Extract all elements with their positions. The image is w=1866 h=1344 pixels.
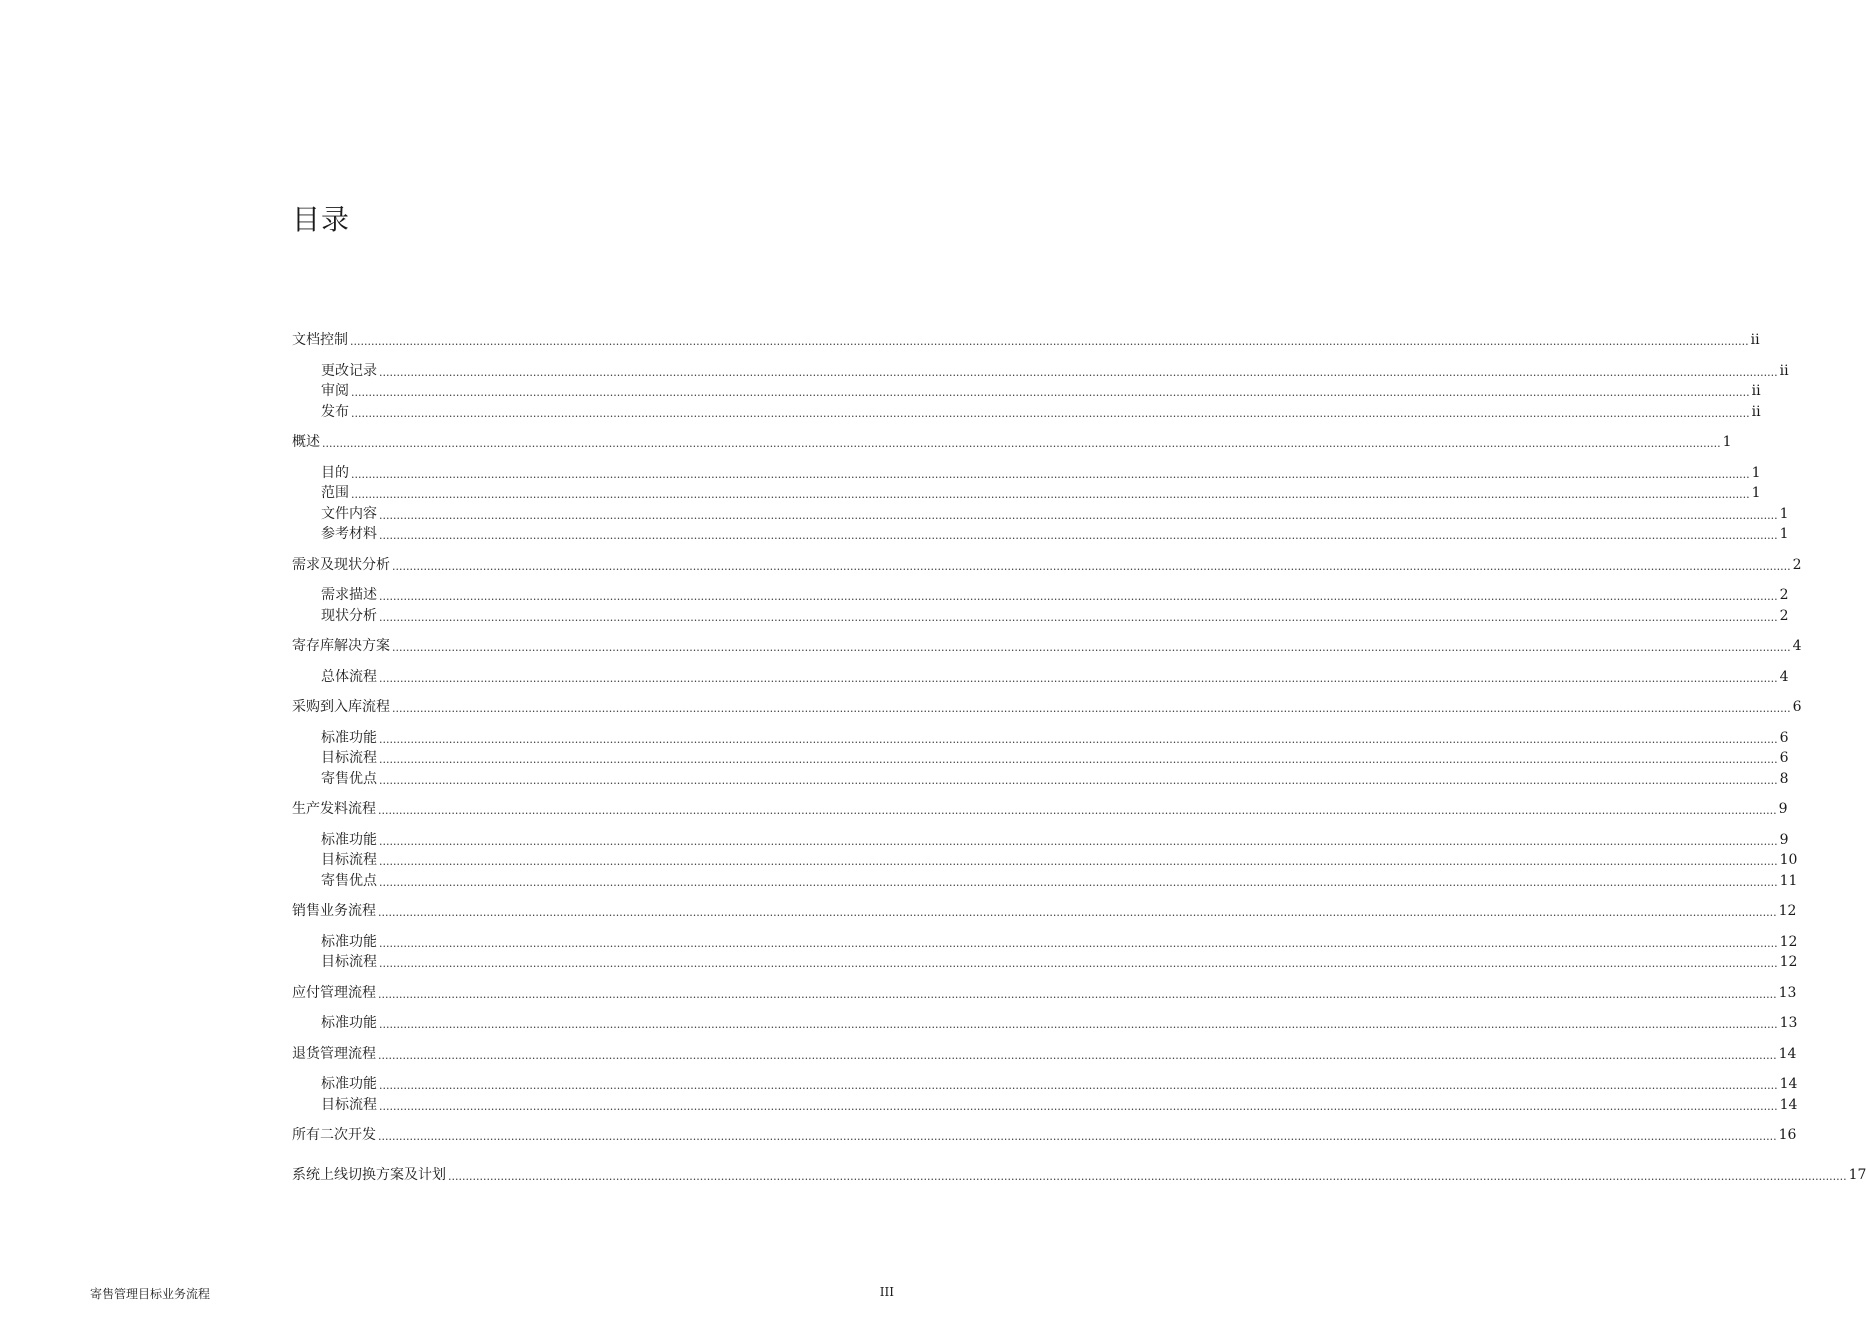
- toc-subentry[interactable]: [292, 1074, 1798, 1094]
- toc-entry-page-number: ii: [1751, 383, 1761, 399]
- toc-entry-label: 目标流程: [321, 1096, 377, 1113]
- toc-dot-leader: ................................................................................................................................................................................................................................................................................................................................................................................................................: [379, 936, 1778, 950]
- toc-subentry[interactable]: [292, 769, 1789, 789]
- toc-dot-leader: ................................................................................................................................................................................................................................................................................................................................................................................................................: [379, 1079, 1778, 1092]
- toc-entry-label: 退货管理流程: [292, 1045, 376, 1062]
- toc-subentry[interactable]: [292, 850, 1798, 870]
- toc-dot-leader: ................................................................................................................................................................................................................................................................................................................................................................................................................: [379, 875, 1778, 889]
- toc-subentry[interactable]: [292, 524, 1789, 544]
- toc-entry-page-number: 6: [1792, 699, 1802, 715]
- toc-entry-label: 系统上线切换方案及计划: [292, 1166, 446, 1183]
- toc-entry-page-number: 1: [1751, 485, 1761, 501]
- toc-entry[interactable]: [292, 799, 1788, 819]
- toc-entry-label: 生产发料流程: [292, 801, 376, 817]
- toc-dot-leader: ................................................................................................................................................................................................................................................................................................................................................................................................................: [379, 508, 1778, 522]
- toc-entry-label: 采购到入库流程: [292, 699, 390, 715]
- toc-entry[interactable]: [292, 432, 1732, 452]
- toc-entry-page-number: 12: [1778, 903, 1797, 919]
- toc-entry[interactable]: [292, 901, 1797, 921]
- toc-subentry[interactable]: [292, 1095, 1798, 1115]
- toc-entry-label: 概述: [292, 434, 320, 450]
- toc-entry-page-number: ii: [1750, 332, 1760, 348]
- toc-entry-page-number: 13: [1779, 1015, 1798, 1031]
- toc-dot-leader: ................................................................................................................................................................................................................................................................................................................................................................................................................: [448, 1169, 1847, 1183]
- toc-subentry[interactable]: [292, 871, 1798, 891]
- toc-entry[interactable]: [292, 697, 1802, 717]
- toc-dot-leader: ................................................................................................................................................................................................................................................................................................................................................................................................................: [379, 753, 1778, 766]
- toc-dot-leader: ................................................................................................................................................................................................................................................................................................................................................................................................................: [351, 488, 1750, 501]
- toc-dot-leader: ................................................................................................................................................................................................................................................................................................................................................................................................................: [379, 732, 1778, 746]
- toc-dot-leader: ................................................................................................................................................................................................................................................................................................................................................................................................................: [392, 641, 1791, 654]
- toc-entry-page-number: 11: [1779, 872, 1798, 889]
- toc-dot-leader: ................................................................................................................................................................................................................................................................................................................................................................................................................: [378, 1130, 1777, 1143]
- toc-subentry[interactable]: [292, 361, 1789, 381]
- toc-entry-label: 目标流程: [321, 852, 377, 868]
- toc-entry-label: 参考材料: [321, 526, 377, 542]
- toc-entry-label: 目的: [321, 464, 349, 481]
- toc-entry-label: 总体流程: [321, 668, 377, 685]
- toc-dot-leader: ................................................................................................................................................................................................................................................................................................................................................................................................................: [378, 906, 1777, 919]
- toc-dot-leader: ................................................................................................................................................................................................................................................................................................................................................................................................................: [378, 804, 1777, 817]
- toc-dot-leader: ................................................................................................................................................................................................................................................................................................................................................................................................................: [379, 855, 1778, 868]
- toc-entry-label: 寄售优点: [321, 872, 377, 889]
- toc-dot-leader: ................................................................................................................................................................................................................................................................................................................................................................................................................: [378, 1048, 1777, 1062]
- toc-entry-label: 标准功能: [321, 831, 377, 848]
- toc-entry[interactable]: [292, 1165, 1866, 1185]
- toc-entry-label: 应付管理流程: [292, 984, 376, 1001]
- toc-entry-page-number: 2: [1792, 556, 1802, 573]
- toc-dot-leader: ................................................................................................................................................................................................................................................................................................................................................................................................................: [351, 386, 1750, 399]
- toc-entry-label: 范围: [321, 485, 349, 501]
- toc-entry-page-number: 14: [1779, 1076, 1798, 1092]
- page-title: 目录: [292, 203, 351, 236]
- toc-entry-label: 目标流程: [321, 750, 377, 766]
- toc-entry-label: 文档控制: [292, 332, 348, 348]
- toc-subentry[interactable]: [292, 381, 1761, 401]
- toc-entry-page-number: 13: [1778, 984, 1797, 1001]
- toc-entry-label: 标准功能: [321, 1076, 377, 1092]
- toc-entry-label: 销售业务流程: [292, 903, 376, 919]
- footer-document-title: 寄售管理目标业务流程: [90, 1287, 211, 1301]
- toc-dot-leader: ................................................................................................................................................................................................................................................................................................................................................................................................................: [392, 559, 1791, 573]
- toc-subentry[interactable]: [292, 748, 1789, 768]
- toc-subentry[interactable]: [292, 463, 1761, 483]
- toc-subentry[interactable]: [292, 585, 1789, 605]
- toc-entry-page-number: 1: [1779, 505, 1789, 522]
- toc-entry[interactable]: [292, 1044, 1797, 1064]
- toc-entry-label: 更改记录: [321, 362, 377, 379]
- toc-entry[interactable]: [292, 636, 1802, 656]
- toc-entry-page-number: 2: [1779, 607, 1789, 624]
- toc-entry[interactable]: [292, 983, 1797, 1003]
- toc-dot-leader: ................................................................................................................................................................................................................................................................................................................................................................................................................: [350, 335, 1749, 348]
- toc-dot-leader: ................................................................................................................................................................................................................................................................................................................................................................................................................: [351, 467, 1750, 481]
- toc-dot-leader: ................................................................................................................................................................................................................................................................................................................................................................................................................: [378, 987, 1777, 1001]
- toc-dot-leader: ................................................................................................................................................................................................................................................................................................................................................................................................................: [379, 610, 1778, 624]
- toc-entry[interactable]: [292, 555, 1802, 575]
- toc-dot-leader: ................................................................................................................................................................................................................................................................................................................................................................................................................: [392, 702, 1791, 715]
- toc-entry[interactable]: [292, 330, 1760, 350]
- toc-entry-label: 需求及现状分析: [292, 556, 390, 573]
- toc-dot-leader: ................................................................................................................................................................................................................................................................................................................................................................................................................: [379, 365, 1778, 379]
- toc-subentry[interactable]: [292, 728, 1789, 748]
- toc-dot-leader: ................................................................................................................................................................................................................................................................................................................................................................................................................: [379, 1018, 1778, 1031]
- toc-entry-page-number: 14: [1779, 1096, 1798, 1113]
- toc-entry-page-number: 12: [1779, 954, 1798, 970]
- toc-entry-label: 发布: [321, 403, 349, 420]
- toc-entry-page-number: 4: [1779, 668, 1789, 685]
- toc-dot-leader: ................................................................................................................................................................................................................................................................................................................................................................................................................: [379, 529, 1778, 542]
- toc-entry-label: 标准功能: [321, 729, 377, 746]
- toc-dot-leader: ................................................................................................................................................................................................................................................................................................................................................................................................................: [379, 590, 1778, 603]
- toc-subentry[interactable]: [292, 830, 1789, 850]
- toc-entry-page-number: 4: [1792, 638, 1802, 654]
- toc-entry-page-number: 17: [1848, 1166, 1866, 1183]
- toc-entry-page-number: 14: [1778, 1045, 1797, 1062]
- toc-subentry[interactable]: [292, 402, 1761, 422]
- toc-entry-page-number: 8: [1779, 770, 1789, 787]
- toc-entry-page-number: 1: [1751, 464, 1761, 481]
- toc-entry-label: 目标流程: [321, 954, 377, 970]
- toc-entry-page-number: 6: [1779, 729, 1789, 746]
- toc-entry-page-number: 6: [1779, 750, 1789, 766]
- toc-entry-page-number: ii: [1779, 362, 1789, 379]
- toc-entry-page-number: 2: [1779, 587, 1789, 603]
- toc-dot-leader: ................................................................................................................................................................................................................................................................................................................................................................................................................: [379, 671, 1778, 685]
- toc-entry-label: 审阅: [321, 383, 349, 399]
- toc-subentry[interactable]: [292, 483, 1761, 503]
- toc-subentry[interactable]: [292, 667, 1789, 687]
- toc-entry-page-number: 9: [1779, 831, 1789, 848]
- toc-entry-page-number: ii: [1751, 403, 1761, 420]
- toc-entry-label: 需求描述: [321, 587, 377, 603]
- toc-entry-label: 寄存库解决方案: [292, 638, 390, 654]
- toc-subentry[interactable]: [292, 606, 1789, 626]
- toc-dot-leader: ................................................................................................................................................................................................................................................................................................................................................................................................................: [379, 957, 1778, 970]
- toc-entry[interactable]: [292, 1125, 1797, 1145]
- toc-entry-page-number: 1: [1779, 526, 1789, 542]
- toc-entry-label: 标准功能: [321, 1015, 377, 1031]
- toc-entry-label: 标准功能: [321, 933, 377, 950]
- footer-page-number: III: [879, 1285, 894, 1299]
- toc-subentry[interactable]: [292, 504, 1789, 524]
- toc-subentry[interactable]: [292, 1013, 1798, 1033]
- toc-entry-label: 文件内容: [321, 505, 377, 522]
- toc-subentry[interactable]: [292, 952, 1798, 972]
- toc-subentry[interactable]: [292, 932, 1798, 952]
- toc-entry-label: 所有二次开发: [292, 1127, 376, 1143]
- toc-entry-label: 寄售优点: [321, 770, 377, 787]
- toc-dot-leader: ................................................................................................................................................................................................................................................................................................................................................................................................................: [351, 406, 1750, 420]
- toc-entry-page-number: 9: [1778, 801, 1788, 817]
- toc-entry-page-number: 16: [1778, 1127, 1797, 1143]
- toc-dot-leader: ................................................................................................................................................................................................................................................................................................................................................................................................................: [322, 437, 1721, 450]
- toc-entry-page-number: 12: [1779, 933, 1798, 950]
- toc-entry-label: 现状分析: [321, 607, 377, 624]
- toc-dot-leader: ................................................................................................................................................................................................................................................................................................................................................................................................................: [379, 834, 1778, 848]
- toc-entry-page-number: 10: [1779, 852, 1798, 868]
- toc-dot-leader: ................................................................................................................................................................................................................................................................................................................................................................................................................: [379, 773, 1778, 787]
- toc-entry-page-number: 1: [1722, 434, 1732, 450]
- toc-dot-leader: ................................................................................................................................................................................................................................................................................................................................................................................................................: [379, 1099, 1778, 1113]
